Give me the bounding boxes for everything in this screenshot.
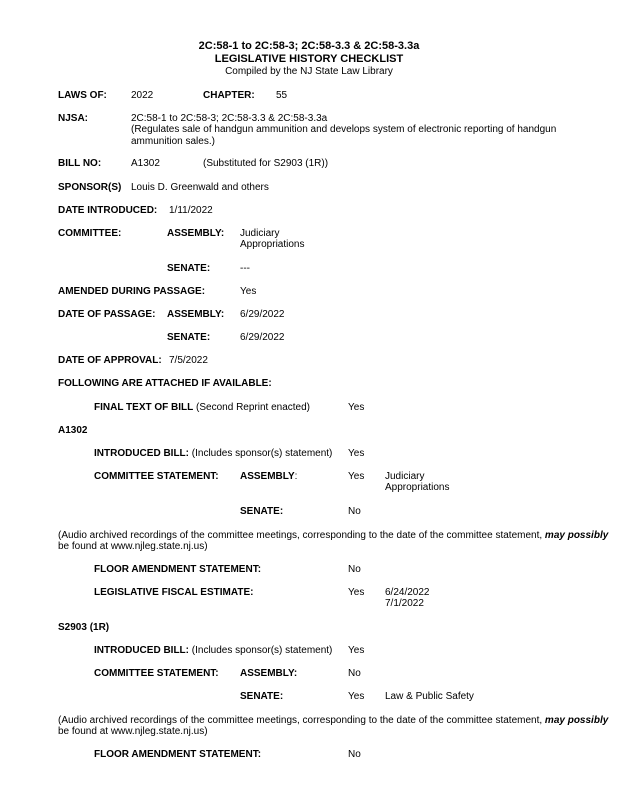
a1302-audio-note-em: may possibly xyxy=(544,530,609,541)
s2903-heading: S2903 (1R) xyxy=(58,622,110,633)
a1302-introduced-row xyxy=(94,448,332,460)
compiled-by: Compiled by the NJ State Law Library xyxy=(225,66,393,77)
document-subtitle: LEGISLATIVE HISTORY CHECKLIST xyxy=(214,53,404,65)
sponsors-value: Louis D. Greenwald and others xyxy=(131,182,269,193)
a1302-cs-committee-2: Appropriations xyxy=(385,482,450,493)
sponsors-label: SPONSOR(S) xyxy=(58,182,122,193)
s2903-audio-note-pre: (Audio archived recordings of the committee meetings, corresponding to the date of the committee statement, xyxy=(58,715,543,726)
date-of-passage-label: DATE OF PASSAGE: xyxy=(58,309,156,320)
amended-label: AMENDED DURING PASSAGE: xyxy=(58,286,206,297)
document-title: 2C:58-1 to 2C:58-3; 2C:58-3.3 & 2C:58-3.3a xyxy=(198,40,420,52)
bill-no-label: BILL NO: xyxy=(58,158,102,169)
passage-assembly-value: 6/29/2022 xyxy=(240,309,285,320)
njsa-note: (Regulates sale of handgun ammunition and develops system of electronic reporting of handgun ammunition sales.) xyxy=(131,124,557,147)
s2903-cs-assembly-value: No xyxy=(348,668,361,679)
final-text-note: (Second Reprint enacted) xyxy=(196,402,311,413)
a1302-floor-amendment-label: FLOOR AMENDMENT STATEMENT: xyxy=(94,564,262,575)
passage-senate-value: 6/29/2022 xyxy=(240,332,285,343)
a1302-introduced-label: INTRODUCED BILL: xyxy=(94,448,189,459)
a1302-cs-assembly-colon: : xyxy=(294,471,298,482)
committee-assembly-value-2: Appropriations xyxy=(240,239,305,250)
a1302-audio-note-line2: be found at www.njleg.state.nj.us) xyxy=(58,541,208,552)
a1302-cs-assembly-label: ASSEMBLY xyxy=(240,471,295,482)
laws-of-label: LAWS OF: xyxy=(58,90,107,101)
amended-value: Yes xyxy=(240,286,257,297)
s2903-introduced-row xyxy=(94,645,332,657)
passage-senate-label: SENATE: xyxy=(167,332,211,343)
passage-assembly-label: ASSEMBLY: xyxy=(167,309,225,320)
a1302-cs-assembly-row xyxy=(240,471,297,483)
bill-no-note: (Substituted for S2903 (1R)) xyxy=(203,158,329,169)
s2903-committee-statement-label: COMMITTEE STATEMENT: xyxy=(94,668,219,679)
date-of-approval-label: DATE OF APPROVAL: xyxy=(58,355,162,366)
final-text-label: FINAL TEXT OF BILL xyxy=(94,402,194,413)
a1302-floor-amendment-value: No xyxy=(348,564,361,575)
laws-of-value: 2022 xyxy=(131,90,154,101)
a1302-introduced-note: (Includes sponsor(s) statement) xyxy=(191,448,333,459)
a1302-fiscal-date-1: 6/24/2022 xyxy=(385,587,430,598)
a1302-cs-senate-label: SENATE: xyxy=(240,506,284,517)
a1302-heading: A1302 xyxy=(58,425,88,436)
date-introduced-label: DATE INTRODUCED: xyxy=(58,205,158,216)
s2903-floor-amendment-value: No xyxy=(348,749,361,760)
njsa-value: 2C:58-1 to 2C:58-3; 2C:58-3.3 & 2C:58-3.3a xyxy=(131,113,328,124)
s2903-introduced-value: Yes xyxy=(348,645,365,656)
committee-label: COMMITTEE: xyxy=(58,228,122,239)
chapter-value: 55 xyxy=(276,90,288,101)
s2903-audio-note-em: may possibly xyxy=(544,715,609,726)
s2903-cs-senate-label: SENATE: xyxy=(240,691,284,702)
a1302-fiscal-estimate-label: LEGISLATIVE FISCAL ESTIMATE: xyxy=(94,587,254,598)
s2903-introduced-label: INTRODUCED BILL: xyxy=(94,645,189,656)
s2903-introduced-note: (Includes sponsor(s) statement) xyxy=(191,645,333,656)
s2903-floor-amendment-label: FLOOR AMENDMENT STATEMENT: xyxy=(94,749,262,760)
committee-assembly-label: ASSEMBLY: xyxy=(167,228,225,239)
a1302-fiscal-date-2: 7/1/2022 xyxy=(385,598,424,609)
date-of-approval-value: 7/5/2022 xyxy=(169,355,208,366)
committee-senate-value: --- xyxy=(240,263,250,274)
a1302-cs-assembly-value: Yes xyxy=(348,471,365,482)
s2903-cs-senate-value: Yes xyxy=(348,691,365,702)
committee-assembly-value-1: Judiciary xyxy=(240,228,280,239)
a1302-cs-senate-value: No xyxy=(348,506,361,517)
a1302-committee-statement-label: COMMITTEE STATEMENT: xyxy=(94,471,219,482)
bill-no-value: A1302 xyxy=(131,158,160,169)
final-text-value: Yes xyxy=(348,402,365,413)
a1302-cs-committee-1: Judiciary xyxy=(385,471,425,482)
attached-heading: FOLLOWING ARE ATTACHED IF AVAILABLE: xyxy=(58,378,272,389)
final-text-row xyxy=(94,402,310,414)
s2903-audio-note-line2: be found at www.njleg.state.nj.us) xyxy=(58,726,208,737)
njsa-label: NJSA: xyxy=(58,113,89,124)
a1302-introduced-value: Yes xyxy=(348,448,365,459)
s2903-cs-assembly-label: ASSEMBLY: xyxy=(240,668,298,679)
a1302-audio-note-pre: (Audio archived recordings of the committee meetings, corresponding to the date of the committee statement, xyxy=(58,530,543,541)
a1302-fiscal-estimate-value: Yes xyxy=(348,587,365,598)
date-introduced-value: 1/11/2022 xyxy=(169,205,213,216)
s2903-cs-senate-committee: Law & Public Safety xyxy=(385,691,474,702)
committee-senate-label: SENATE: xyxy=(167,263,211,274)
chapter-label: CHAPTER: xyxy=(203,90,255,101)
